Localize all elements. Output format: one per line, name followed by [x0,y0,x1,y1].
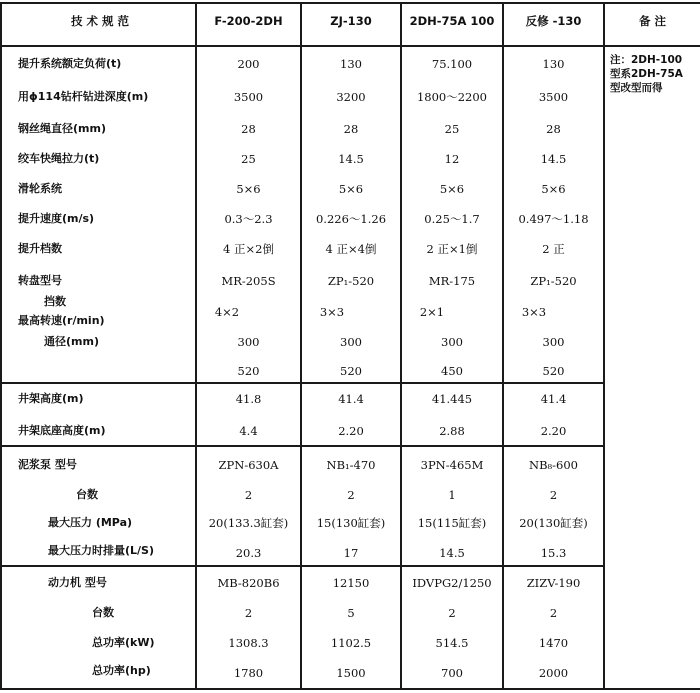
section-divider [0,445,604,447]
table-cell: 2 正×1倒 [426,242,478,256]
table-cell: 1 [448,488,456,502]
table-cell: ZP₁-520 [327,274,375,288]
row-label: 台数 [92,606,114,619]
table-cell: 0.3～2.3 [224,212,273,226]
table-cell: 25 [241,152,256,166]
header-model-fx130: 反修 -130 [525,14,582,28]
table-cell: 520 [237,364,260,378]
table-cell: 41.8 [235,392,262,406]
table-cell: 41.445 [431,392,473,406]
table-cell: 2 正 [542,242,565,256]
table-cell: 700 [441,666,463,680]
table-cell: 1470 [538,636,569,650]
header-model-f200: F-200-2DH [214,14,283,28]
row-label: 提升速度(m/s) [18,212,95,225]
remark-note-line: 注：2DH-100 [610,54,683,66]
row-label: 总功率(hp) [92,664,151,677]
row-label: 提升档数 [18,242,62,255]
table-cell: 3500 [233,90,264,104]
table-cell: 2×1 [419,305,445,319]
table-cell: 1308.3 [228,636,269,650]
table-cell: 3PN-465M [420,458,484,472]
table-cell: 5×6 [541,182,566,196]
column-divider [603,2,605,690]
table-cell: 20(133.3缸套) [208,516,289,530]
table-cell: 3×3 [319,305,345,319]
remark-note-line: 型改型而得 [610,82,663,94]
row-label: 台数 [76,488,98,501]
table-cell: 3500 [538,90,569,104]
table-cell: 0.497～1.18 [518,212,589,226]
row-label: 最大压力时排量(L/S) [48,544,155,557]
header-model-2dh: 2DH-75A 100 [409,14,495,28]
table-cell: 28 [546,122,561,136]
table-cell: 14.5 [338,152,364,166]
row-label: 动力机 型号 [48,576,107,589]
row-label: 用ϕ114钻杆钻进深度(m) [18,90,149,103]
table-cell: ZIZV-190 [526,576,581,590]
table-cell: 5×6 [338,182,364,196]
table-cell: 2 [244,488,253,502]
header-remark: 备 注 [638,14,666,28]
table-cell: 4.4 [239,424,258,438]
table-cell: 1800～2200 [416,90,488,104]
table-cell: 200 [237,57,260,71]
table-cell: IDVPG2/1250 [412,576,492,590]
table-cell: 0.25～1.7 [424,212,480,226]
table-cell: 2000 [538,666,569,680]
row-label: 绞车快绳拉力(t) [18,152,100,165]
row-label: 井架底座高度(m) [18,424,106,437]
table-cell: 2 [448,606,456,620]
row-label: 挡数 [44,295,66,308]
row-label: 总功率(kW) [92,636,155,649]
table-cell: 41.4 [540,392,567,406]
row-label: 最大压力 (MPa) [48,516,133,529]
row-label: 井架高度(m) [18,392,84,405]
table-cell: 5×6 [439,182,465,196]
table-cell: 514.5 [435,636,469,650]
table-cell: 15(115缸套) [417,516,487,530]
header-divider [0,45,700,47]
table-cell: ZPN-630A [218,458,279,472]
table-top-border [0,2,700,4]
table-cell: 17 [343,546,359,560]
table-cell: 520 [340,364,362,378]
table-cell: 2 [549,606,558,620]
table-cell: 41.4 [338,392,364,406]
table-cell: 130 [542,57,565,71]
table-cell: 4 正×4倒 [325,242,377,256]
table-cell: 300 [237,335,260,349]
table-cell: 14.5 [540,152,567,166]
table-cell: 2.20 [540,424,567,438]
table-cell: 75.100 [431,57,473,71]
row-label: 提升系统额定负荷(t) [18,57,122,70]
table-cell: 300 [542,335,565,349]
section-divider [0,382,604,384]
remark-note-line: 型系2DH-75A [610,68,683,80]
table-cell: NB₈-600 [529,458,578,472]
row-label: 最高转速(r/min) [18,314,105,327]
header-spec-label: 技 术 规 范 [70,14,129,28]
table-cell: 12150 [332,576,370,590]
column-divider [0,2,2,690]
table-cell: 5×6 [236,182,261,196]
table-cell: 15(130缸套) [316,516,386,530]
table-cell: MR-175 [428,274,476,288]
table-cell: 2 [347,488,355,502]
row-label: 泥浆泵 型号 [18,458,77,471]
table-cell: 3200 [336,90,366,104]
remark-note [610,53,700,95]
table-cell: 130 [340,57,362,71]
table-cell: 4×2 [214,305,240,319]
header-model-zj130: ZJ-130 [330,14,372,28]
table-cell: 4 正×2倒 [223,242,274,256]
table-cell: 20.3 [235,546,262,560]
table-cell: MB-820B6 [217,576,280,590]
section-divider [0,565,604,567]
table-cell: 1500 [336,666,366,680]
table-cell: 28 [343,122,359,136]
table-cell: 15.3 [540,546,567,560]
table-cell: ZP₁-520 [530,274,577,288]
table-cell: 28 [241,122,256,136]
table-cell: 2 [244,606,253,620]
row-label: 通径(mm) [44,335,99,348]
table-bottom-border [0,688,700,690]
table-cell: 25 [444,122,460,136]
table-cell: 520 [542,364,565,378]
table-cell: 14.5 [439,546,465,560]
table-cell: NB₁-470 [326,458,376,472]
row-label: 转盘型号 [18,274,62,287]
table-cell: 12 [444,152,460,166]
row-label: 滑轮系统 [18,182,62,195]
table-cell: 20(130缸套) [519,516,588,530]
table-cell: 3×3 [521,305,547,319]
table-cell: 2.20 [338,424,364,438]
table-cell: 2.88 [439,424,465,438]
table-cell: MR-205S [221,274,276,288]
table-cell: 300 [340,335,362,349]
table-cell: 5 [347,606,355,620]
table-cell: 0.226～1.26 [315,212,387,226]
table-cell: 450 [441,364,463,378]
row-label: 钢丝绳直径(mm) [18,122,106,135]
table-cell: 300 [441,335,463,349]
table-cell: 1780 [233,666,264,680]
table-cell: 2 [549,488,558,502]
table-cell: 1102.5 [330,636,372,650]
